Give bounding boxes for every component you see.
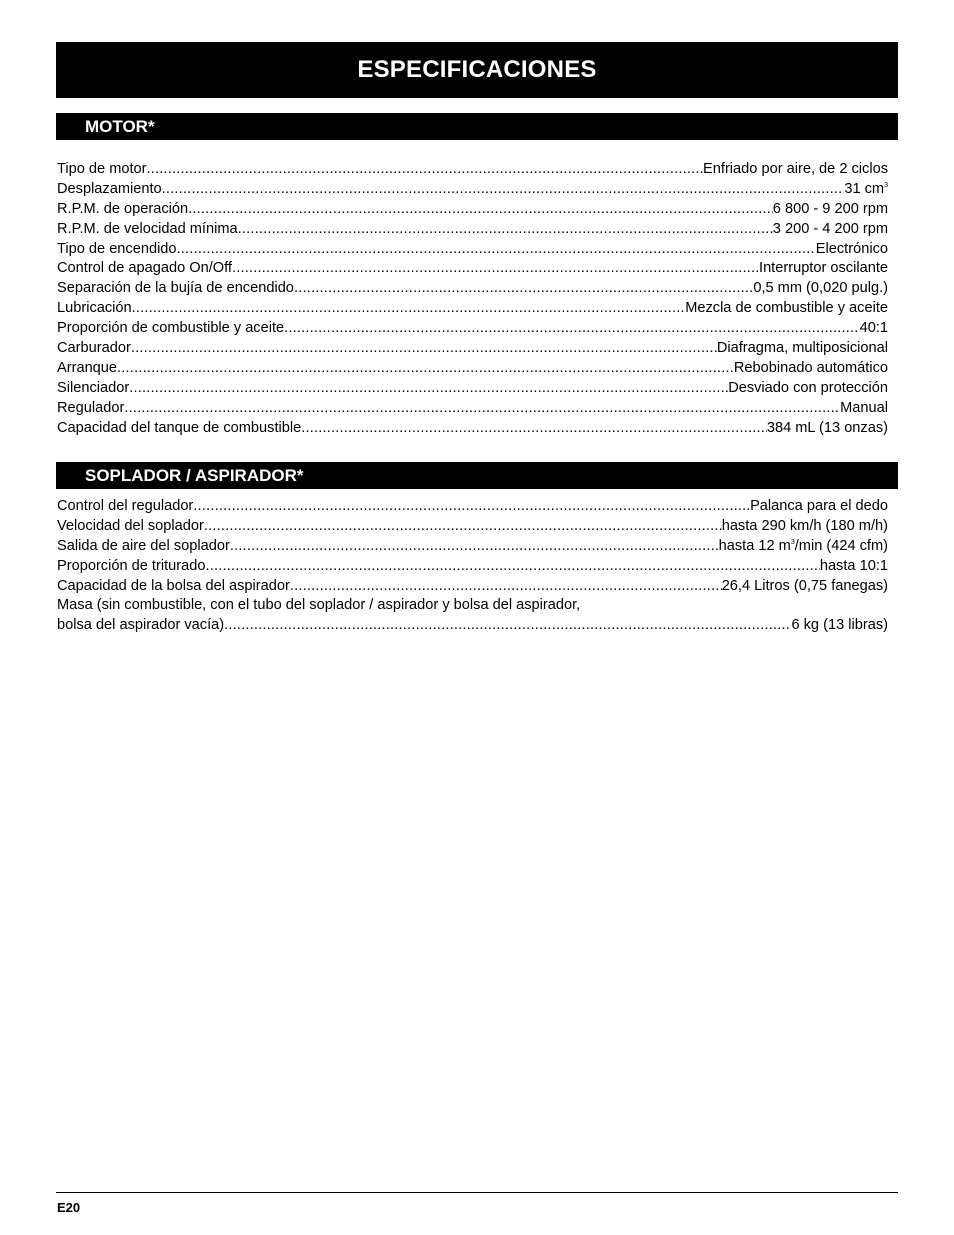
section-title-soplador: SOPLADOR / ASPIRADOR* <box>85 465 304 485</box>
page-title: ESPECIFICACIONES <box>357 56 597 83</box>
section-header-motor <box>56 113 898 140</box>
spec-row: Tipo de motor ..... Enfriado por aire, de 2 ciclos <box>57 160 888 180</box>
section-title-motor: MOTOR* <box>85 116 155 136</box>
spec-row: Proporción de triturado ..... hasta 10:1 <box>57 557 888 577</box>
spec-row: Velocidad del soplador ..... hasta 290 km/h (180 m/h) <box>57 517 888 537</box>
spec-row: R.P.M. de operación ..... 6 800 - 9 200 rpm <box>57 200 888 220</box>
spec-row: Carburador ..... Diafragma, multiposicional <box>57 339 888 359</box>
motor-spec-list <box>57 160 888 438</box>
spec-row: Separación de la bujía de encendido ..... 0,5 mm (0,020 pulg.) <box>57 279 888 299</box>
page-number: E20 <box>57 1200 81 1215</box>
spec-row: Desplazamiento ..... 31 $cm^3$ <box>57 180 888 200</box>
spec-row-mass: bolsa del aspirador vacía) ..... 6 kg (13 libras) <box>57 616 888 636</box>
spec-row: Capacidad de la bolsa del aspirador ..... 26,4 Litros (0,75 fanegas) <box>57 577 888 597</box>
section-header-soplador <box>56 462 898 489</box>
spec-row-mass-line1: Masa (sin combustible, con el tubo del soplador / aspirador y bolsa del aspirador, <box>57 597 581 614</box>
spec-row: Control de apagado On/Off ..... Interruptor oscilante <box>57 259 888 279</box>
spec-row: Arranque ..... Rebobinado automático <box>57 359 888 379</box>
spec-row: Capacidad del tanque de combustible ..... 384 mL (13 onzas) <box>57 419 888 439</box>
page-title-bar <box>56 42 898 98</box>
footer-divider <box>56 1192 898 1193</box>
spec-row: R.P.M. de velocidad mínima ..... 3 200 - 4 200 rpm <box>57 220 888 240</box>
spec-row: Control del regulador ..... Palanca para el dedo <box>57 497 888 517</box>
spec-row: Tipo de encendido ..... Electrónico <box>57 240 888 260</box>
spec-row: Salida de aire del soplador ..... hasta 12 $m^3/\min$ (424 cfm) <box>57 537 888 557</box>
spec-row: Silenciador ..... Desviado con protección <box>57 379 888 399</box>
spec-row: Lubricación ..... Mezcla de combustible y aceite <box>57 299 888 319</box>
soplador-spec-list <box>57 497 888 636</box>
spec-row: Proporción de combustible y aceite ..... 40:1 <box>57 319 888 339</box>
spec-row: Regulador ..... Manual <box>57 399 888 419</box>
